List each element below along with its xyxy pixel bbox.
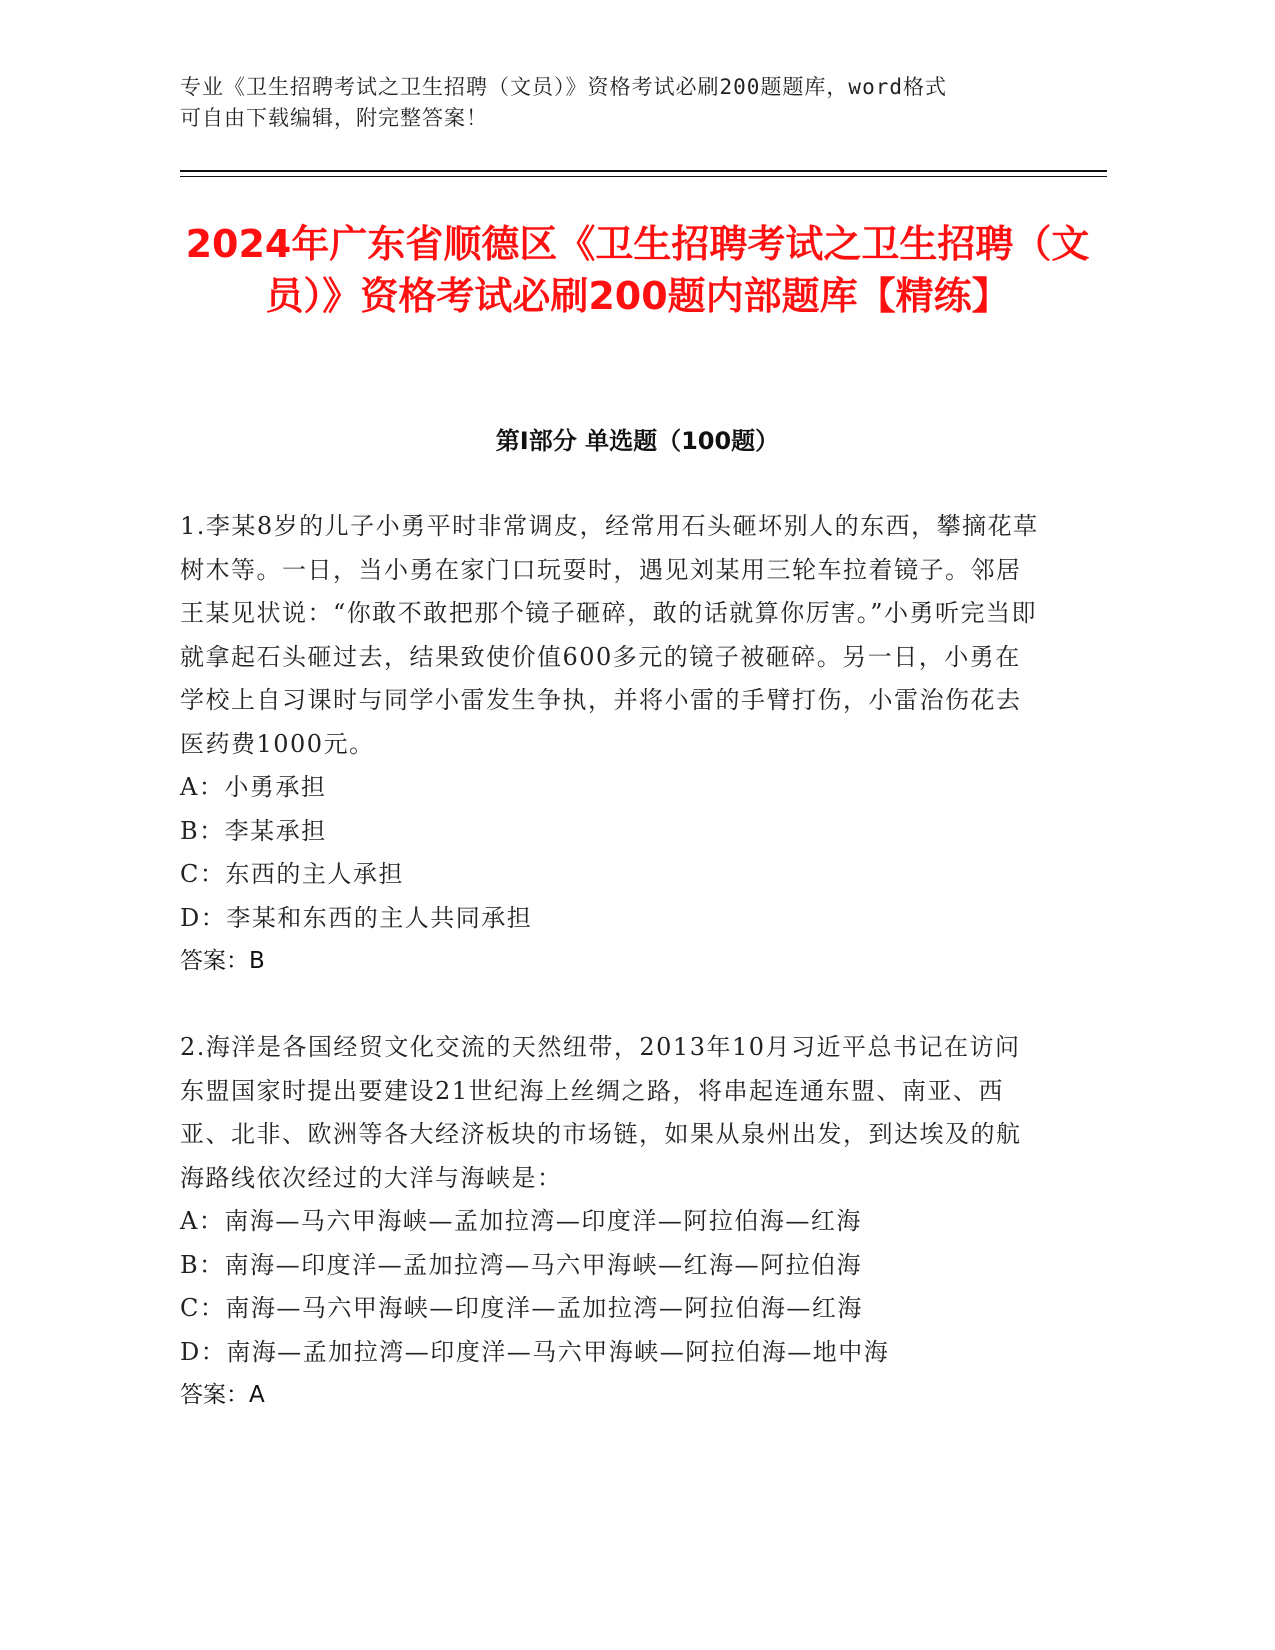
option-a: A：南海—马六甲海峡—孟加拉湾—印度洋—阿拉伯海—红海	[180, 1207, 862, 1235]
answer: 答案：A	[180, 1382, 265, 1408]
header-note-line-2: 可自由下载编辑，附完整答案！	[180, 106, 488, 130]
option-a: A：小勇承担	[180, 773, 327, 801]
option-d: D：李某和东西的主人共同承担	[180, 903, 533, 932]
header-note-line-1: 专业《卫生招聘考试之卫生招聘（文员）》资格考试必刷200题题库，word格式	[180, 75, 947, 99]
option-d: D：南海—孟加拉湾—印度洋—马六甲海峡—阿拉伯海—地中海	[180, 1337, 890, 1366]
option-c: C：东西的主人承担	[180, 860, 404, 888]
option-c: C：南海—马六甲海峡—印度洋—孟加拉湾—阿拉伯海—红海	[180, 1294, 863, 1322]
question-1	[180, 505, 1040, 984]
section-title: 第I部分 单选题（100题）	[495, 427, 780, 455]
question-stem: 1.李某8岁的儿子小勇平时非常调皮，经常用石头砸坏别人的东西，攀摘花草树木等。一日，当小勇在家门口玩耍时，遇见刘某用三轮车拉着镜子。邻居王某见状说：“你敢不敢把那个镜子砸碎，敢的话就算你厉害。”小勇听完当即就拿起石头砸过去，结果致使价值600多元的镜子被砸碎。另一日，小勇在学校上自习课时与同学小雷发生争执，并将小雷的手臂打伤，小雷治伤花去医药费1000元。	[180, 512, 1039, 758]
question-stem: 2.海洋是各国经贸文化交流的天然纽带，2013年10月习近平总书记在访问东盟国家时提出要建设21世纪海上丝绸之路，将串起连通东盟、南亚、西亚、北非、欧洲等各大经济板块的市场链，如果从泉州出发，到达埃及的航海路线依次经过的大洋与海峡是：	[180, 1033, 1022, 1192]
header-note	[180, 72, 1060, 134]
document-title: 2024年广东省顺德区《卫生招聘考试之卫生招聘（文员）》资格考试必刷200题内部题库【精练】	[185, 222, 1090, 318]
header-divider-thick	[180, 170, 1107, 172]
option-b: B：李某承担	[180, 816, 327, 845]
question-2	[180, 1026, 1040, 1418]
option-b: B：南海—印度洋—孟加拉湾—马六甲海峡—红海—阿拉伯海	[180, 1250, 863, 1279]
header-divider-thin	[180, 176, 1107, 177]
answer: 答案：B	[180, 948, 265, 974]
